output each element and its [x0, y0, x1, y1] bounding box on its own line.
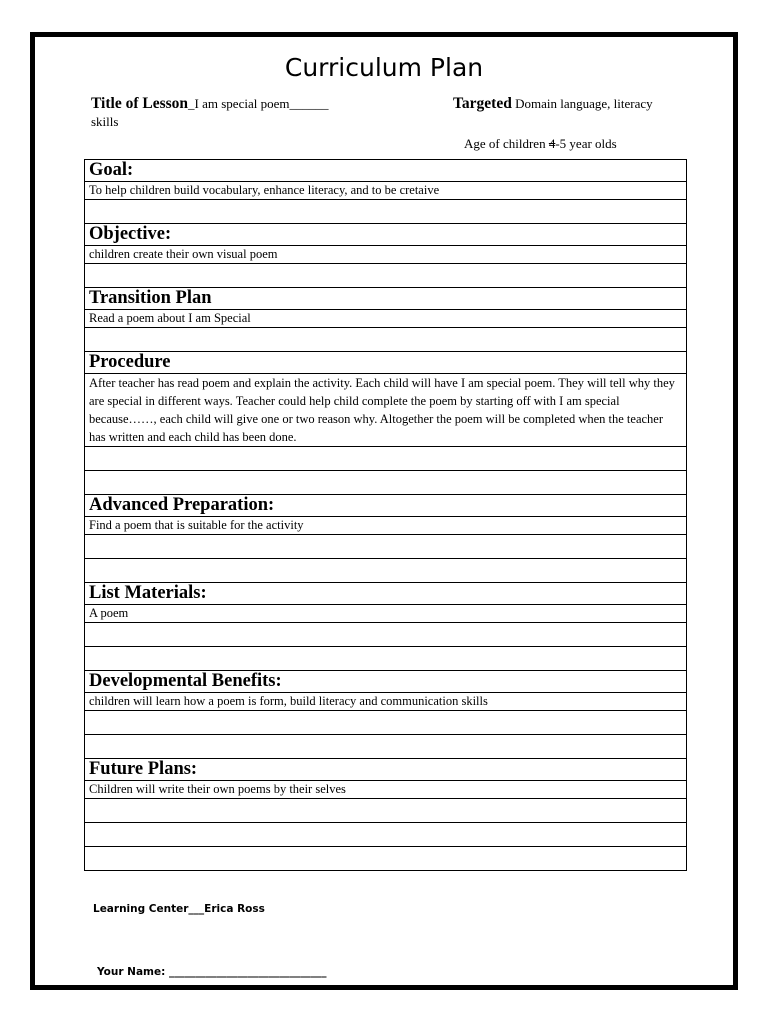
blank-row [85, 328, 687, 352]
targeted-label: Targeted [453, 95, 512, 112]
blank-row [85, 200, 687, 224]
benefits-heading: Developmental Benefits: [85, 671, 687, 693]
transition-heading: Transition Plan [85, 288, 687, 310]
objective-heading: Objective: [85, 224, 687, 246]
materials-heading: List Materials: [85, 583, 687, 605]
benefits-text: children will learn how a poem is form, build literacy and communication skills [85, 693, 687, 711]
targeted-value: Domain language, literacy [515, 96, 653, 111]
procedure-heading: Procedure [85, 352, 687, 374]
blank-row [85, 623, 687, 647]
preparation-heading: Advanced Preparation: [85, 495, 687, 517]
transition-text: Read a poem about I am Special [85, 310, 687, 328]
blank-row [85, 647, 687, 671]
goal-heading: Goal: [85, 160, 687, 182]
targeted-domain-field [453, 95, 703, 113]
age-prefix: Age of children [464, 136, 549, 151]
lesson-title-wrap: skills [91, 114, 119, 129]
goal-text: To help children build vocabulary, enhance literacy, and to be cretaive [85, 182, 687, 200]
materials-text: A poem [85, 605, 687, 623]
document-frame [30, 32, 738, 990]
blank-row [85, 711, 687, 735]
blank-row [85, 823, 687, 847]
age-field [464, 136, 617, 152]
future-heading: Future Plans: [85, 759, 687, 781]
procedure-text: After teacher has read poem and explain the activity. Each child will have I am special poem. They will tell why they are special in different ways. Teacher could help child complete the poem by starting off with I am special because……, each child will give one or two reason why. Altogether the poem will be completed when the teacher has written and each child has been done. [85, 374, 687, 447]
blank-row [85, 535, 687, 559]
blank-row [85, 471, 687, 495]
preparation-text: Find a poem that is suitable for the activity [85, 517, 687, 535]
plan-table [84, 159, 687, 871]
blank-row [85, 799, 687, 823]
blank-row [85, 559, 687, 583]
page-title: Curriculum Plan [284, 53, 484, 82]
blank-row [85, 847, 687, 871]
future-text: Children will write their own poems by their selves [85, 781, 687, 799]
lesson-title-label: Title of Lesson [91, 95, 189, 112]
blank-row [85, 264, 687, 288]
learning-center-label: Learning Center___Erica Ross [93, 903, 265, 915]
age-suffix: -5 year olds [555, 136, 617, 151]
blank-row [85, 447, 687, 471]
blank-row [85, 735, 687, 759]
lesson-title-field [91, 95, 391, 131]
age-struck: 4 [548, 136, 556, 151]
lesson-title-value: _I am special poem______ [188, 96, 329, 111]
your-name-field: Your Name: ______________________________ [97, 966, 327, 978]
objective-text: children create their own visual poem [85, 246, 687, 264]
